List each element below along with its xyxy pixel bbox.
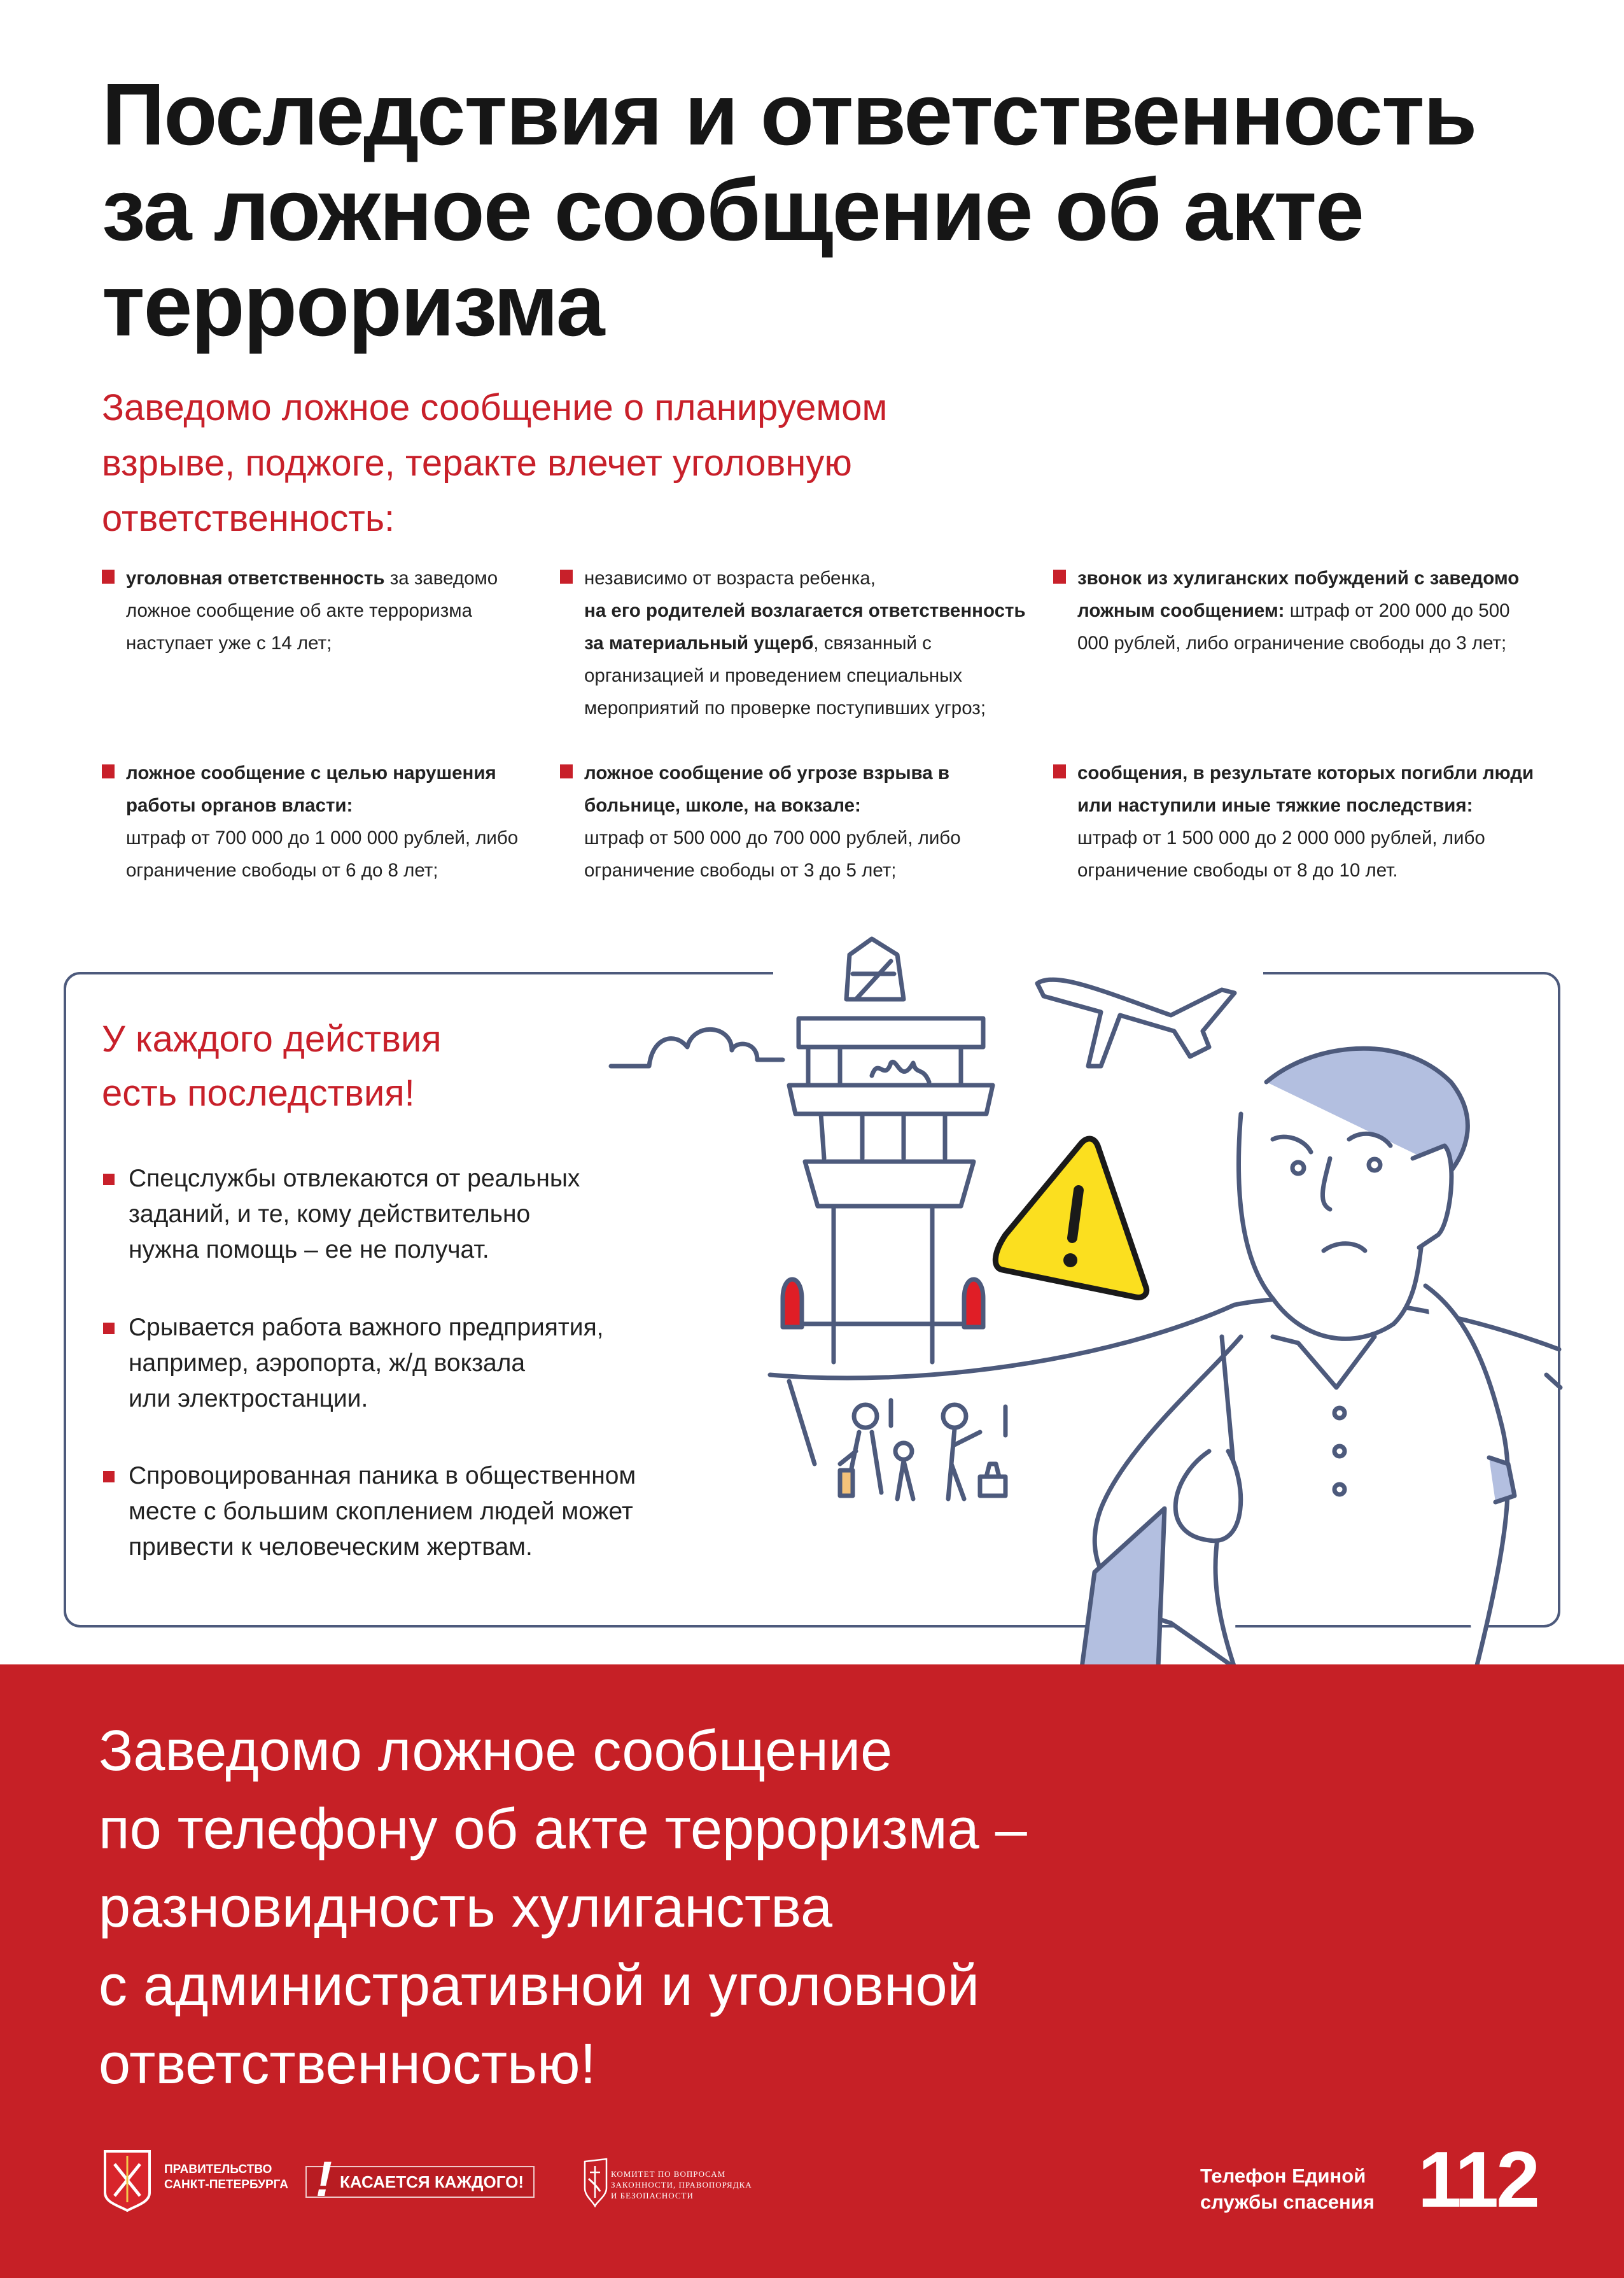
gov-logo-line: САНКТ-ПЕТЕРБУРГА: [164, 2178, 288, 2191]
consequence-line: Спецслужбы отвлекаются от реальных: [129, 1165, 580, 1192]
committee-logo-line: И БЕЗОПАСНОСТИ: [611, 2191, 694, 2200]
title-line: за ложное сообщение об акте: [102, 161, 1363, 259]
campaign-logo: [305, 2151, 535, 2207]
banner-line: ответственностью!: [99, 2032, 596, 2096]
consequences-heading: [102, 1012, 675, 1120]
penalty-item: [1053, 757, 1550, 887]
emergency-label-line: службы спасения: [1200, 2191, 1375, 2213]
penalty-bold: звонок из хулиганских побуждений с заведомо ложным сообщением:: [1077, 568, 1520, 621]
bullet-square-icon: [1053, 570, 1066, 584]
penalty-item: [102, 757, 535, 887]
cloud-icon: [611, 1029, 783, 1066]
consequence-line: привести к человеческим жертвам.: [129, 1533, 533, 1561]
banner-line: по телефону об акте терроризма –: [99, 1797, 1027, 1861]
penalty-item: [560, 757, 1005, 887]
penalty-text: , связанный с организацией и проведением специальных мероприятий по проверке поступивших угроз;: [584, 633, 986, 719]
penalty-bold: уголовная ответственность: [126, 568, 385, 589]
committee-logo: [611, 2169, 752, 2201]
consequence-line: Спровоцированная паника в общественном: [129, 1462, 636, 1489]
emergency-label: [1200, 2163, 1375, 2215]
penalty-bold: ложное сообщение с целью нарушения работы органов власти:: [126, 763, 496, 816]
consequence-line: нужна помощь – ее не получат.: [129, 1236, 489, 1263]
heading-line: У каждого действия: [102, 1018, 442, 1060]
emergency-label-line: Телефон Единой: [1200, 2165, 1366, 2187]
bullet-square-icon: [103, 1174, 115, 1185]
committee-logo-line: КОМИТЕТ ПО ВОПРОСАМ: [611, 2169, 726, 2179]
bullet-square-icon: [102, 570, 115, 584]
title-line: Последствия и ответственность: [102, 66, 1476, 164]
bullet-square-icon: [560, 764, 573, 778]
subtitle: [102, 380, 1120, 546]
title-line: терроризма: [102, 257, 604, 355]
campaign-label: КАСАЕТСЯ КАЖДОГО!: [340, 2172, 524, 2191]
gov-logo-line: ПРАВИТЕЛЬСТВО: [164, 2163, 272, 2176]
consequence-line: заданий, и те, кому действительно: [129, 1200, 531, 1228]
consequence-line: например, аэропорта, ж/д вокзала: [129, 1349, 526, 1377]
heading-line: есть последствия!: [102, 1072, 415, 1114]
airplane-icon: [1037, 980, 1235, 1066]
airport-man-illustration: [598, 904, 1624, 1668]
banner-line: Заведомо ложное сообщение: [99, 1719, 893, 1783]
consequence-line: или электростанции.: [129, 1385, 368, 1412]
warning-sign-icon: [995, 1139, 1146, 1297]
penalty-text: штраф от 1 500 000 до 2 000 000 рублей, либо ограничение свободы от 8 до 10 лет.: [1077, 827, 1485, 881]
bullet-square-icon: [102, 764, 115, 778]
man-on-phone-illustration: [1082, 1048, 1515, 1668]
penalty-text: независимо от возраста ребенка,: [584, 568, 876, 589]
bullet-square-icon: [1053, 764, 1066, 778]
penalty-item: [560, 562, 1031, 724]
bullet-square-icon: [560, 570, 573, 584]
emergency-number: 112: [1418, 2136, 1538, 2224]
gov-spb-logo: [164, 2162, 288, 2193]
banner-message: [99, 1712, 1308, 2104]
page-title: [102, 67, 1565, 353]
committee-shield-icon: [582, 2156, 609, 2207]
banner-line: с административной и уголовной: [99, 1954, 980, 2018]
consequence-line: месте с большим скоплением людей может: [129, 1498, 633, 1525]
penalty-text: штраф от 500 000 до 700 000 рублей, либо ограничение свободы от 3 до 5 лет;: [584, 827, 961, 881]
penalty-bold: сообщения, в результате которых погибли люди или наступили иные тяжкие последствия:: [1077, 763, 1534, 816]
penalty-bold: ложное сообщение об угрозе взрыва в больнице, школе, на вокзале:: [584, 763, 950, 816]
banner-line: разновидность хулиганства: [99, 1876, 833, 1939]
exclamation-icon: !: [316, 2151, 332, 2207]
bullet-square-icon: [103, 1471, 115, 1482]
consequence-line: Срывается работа важного предприятия,: [129, 1314, 604, 1341]
spb-coat-of-arms-icon: [102, 2148, 153, 2212]
penalty-item: [1053, 562, 1537, 659]
penalty-item: [102, 562, 522, 659]
subtitle-line: Заведомо ложное сообщение о планируемом: [102, 387, 888, 428]
committee-logo-line: ЗАКОННОСТИ, ПРАВОПОРЯДКА: [611, 2180, 752, 2190]
subtitle-line: ответственность:: [102, 498, 395, 539]
warning-light-icon: [783, 1279, 802, 1327]
penalty-bold: на его родителей возлагается ответственность за материальный ущерб: [584, 600, 1026, 654]
people-icon: [840, 1400, 1005, 1499]
subtitle-line: взрыве, поджоге, теракте влечет уголовную: [102, 442, 852, 484]
bullet-square-icon: [103, 1323, 115, 1334]
penalty-text: штраф от 700 000 до 1 000 000 рублей, либо ограничение свободы от 6 до 8 лет;: [126, 827, 519, 881]
warning-light-icon: [964, 1279, 983, 1327]
penalty-text: штраф от 200 000 до 500 000 рублей, либо ограничение свободы до 3 лет;: [1077, 600, 1510, 654]
penalty-text: за заведомо ложное сообщение об акте терроризма наступает уже с 14 лет;: [126, 568, 498, 654]
